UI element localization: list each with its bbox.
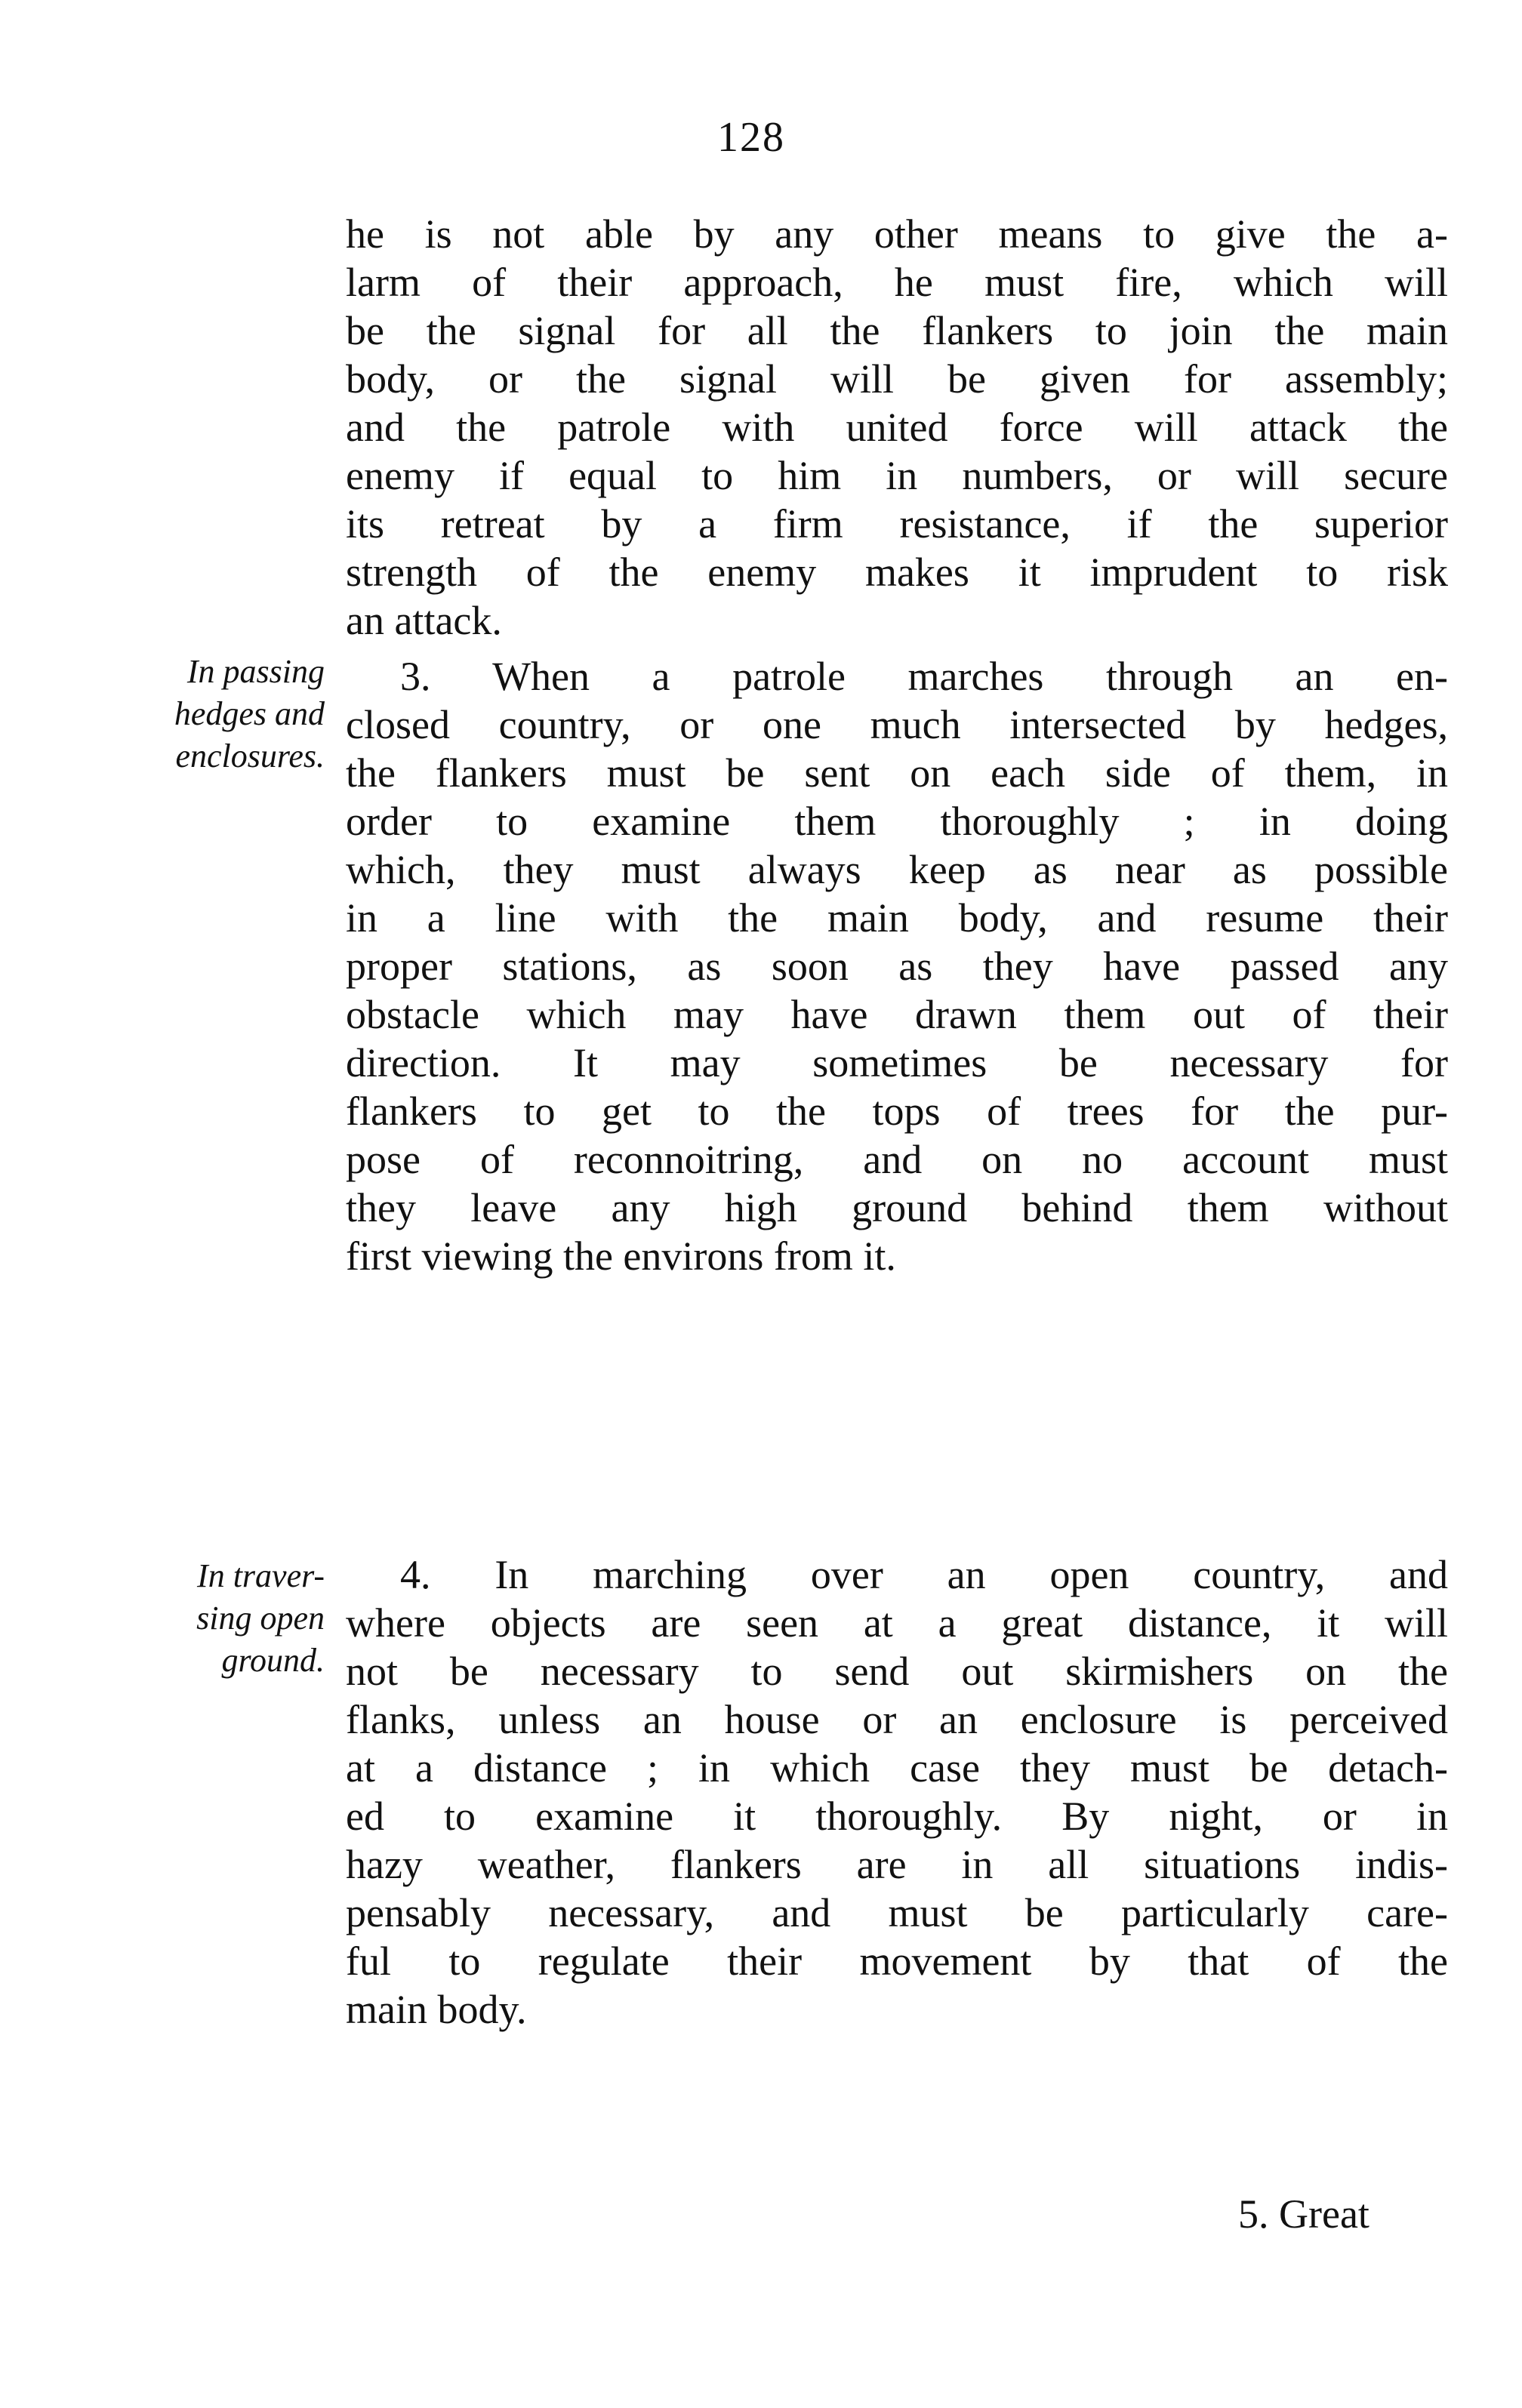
side-note-line: sing open <box>196 1600 325 1637</box>
text-line: strength of the enemy makes it imprudent to risk <box>346 550 1448 595</box>
text-line: at a distance ; in which case they must be detach- <box>346 1745 1448 1791</box>
text-line: order to examine them thoroughly ; in doing <box>346 799 1448 844</box>
side-note-line: In passing <box>186 653 325 690</box>
side-note-line: ground. <box>221 1642 325 1679</box>
text-line: enemy if equal to him in numbers, or will secure <box>346 453 1448 498</box>
text-line: where objects are seen at a great distance, it will <box>346 1600 1448 1646</box>
text-line: and the patrole with united force will attack the <box>346 405 1448 450</box>
side-note-line: hedges and <box>174 695 325 732</box>
text-line: closed country, or one much intersected by hedges, <box>346 702 1448 747</box>
text-line: ful to regulate their movement by that of the <box>346 1938 1448 1984</box>
text-line: its retreat by a firm resistance, if the superior <box>346 501 1448 547</box>
text-line: pensably necessary, and must be particularly care- <box>346 1890 1448 1935</box>
text-line: an attack. <box>346 598 502 643</box>
text-line: body, or the signal will be given for assembly; <box>346 356 1448 402</box>
text-line: proper stations, as soon as they have passed any <box>346 944 1448 989</box>
text-line: flankers to get to the tops of trees for the pur- <box>346 1089 1448 1134</box>
text-line: be the signal for all the flankers to join the main <box>346 308 1448 353</box>
page-number: 128 <box>717 114 785 161</box>
text-line: the flankers must be sent on each side of them, in <box>346 750 1448 796</box>
text-line: which, they must always keep as near as possible <box>346 847 1448 892</box>
text-line: he is not able by any other means to give the a- <box>346 211 1448 257</box>
text-line: pose of reconnoitring, and on no account must <box>346 1137 1448 1182</box>
text-line: direction. It may sometimes be necessary for <box>346 1040 1448 1085</box>
catchword: 5. Great <box>1238 2191 1369 2237</box>
text-line: not be necessary to send out skirmishers on the <box>346 1649 1448 1694</box>
side-note-line: In traver- <box>197 1557 325 1594</box>
text-line: in a line with the main body, and resume their <box>346 895 1448 941</box>
text-line: 3. When a patrole marches through an en- <box>400 654 1448 699</box>
text-line: larm of their approach, he must fire, which will <box>346 260 1448 305</box>
text-line: flanks, unless an house or an enclosure is perceived <box>346 1697 1448 1742</box>
text-line: hazy weather, flankers are in all situations indis- <box>346 1842 1448 1887</box>
text-line: main body. <box>346 1987 527 2032</box>
side-note-line: enclosures. <box>175 737 325 774</box>
text-line: obstacle which may have drawn them out of their <box>346 992 1448 1037</box>
text-line: first viewing the environs from it. <box>346 1233 896 1279</box>
text-line: ed to examine it thoroughly. By night, or in <box>346 1794 1448 1839</box>
text-line: 4. In marching over an open country, and <box>400 1552 1448 1597</box>
text-line: they leave any high ground behind them without <box>346 1185 1448 1230</box>
